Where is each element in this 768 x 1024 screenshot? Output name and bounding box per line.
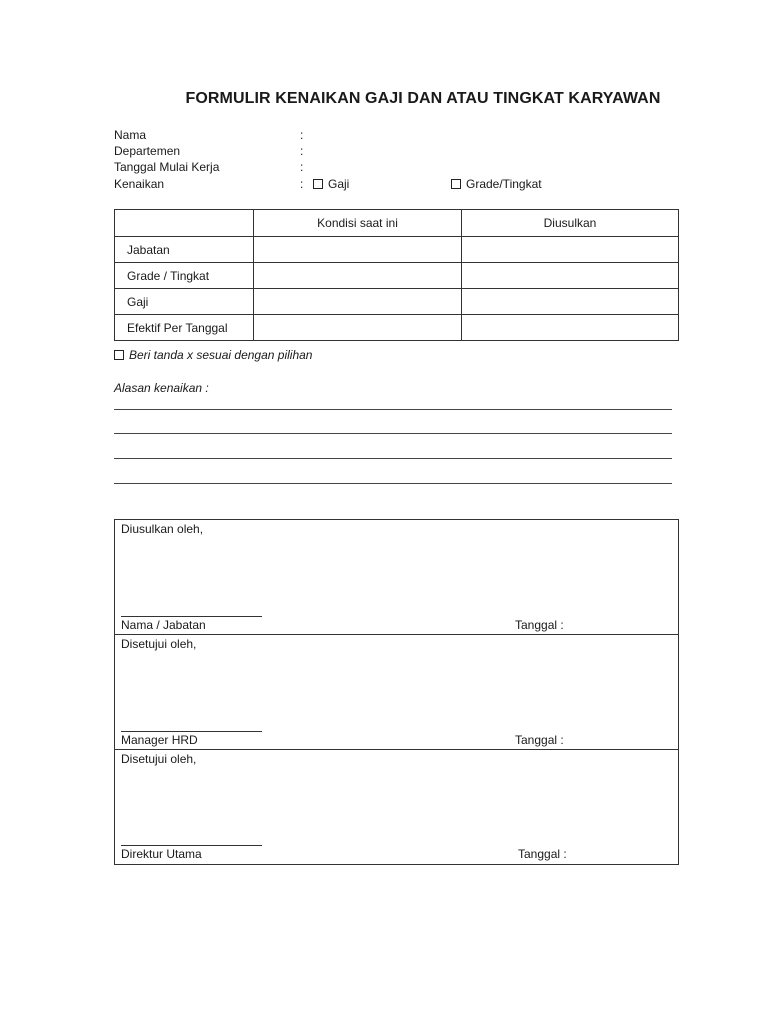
row-label-efektif: Efektif Per Tanggal xyxy=(115,315,254,341)
cell-proposed-efektif[interactable] xyxy=(462,315,679,341)
cell-current-grade[interactable] xyxy=(254,263,462,289)
option-gaji[interactable] xyxy=(313,177,349,191)
signature-heading: Diusulkan oleh, xyxy=(121,522,204,536)
table-row xyxy=(115,263,679,289)
signature-date: Tanggal : xyxy=(515,618,564,632)
cell-proposed-grade[interactable] xyxy=(462,263,679,289)
field-label-kenaikan: Kenaikan xyxy=(114,177,165,191)
signature-date: Tanggal : xyxy=(515,733,564,747)
field-label-departemen: Departemen xyxy=(114,144,181,158)
table-header-cell: Diusulkan xyxy=(462,210,679,237)
cell-current-efektif[interactable] xyxy=(254,315,462,341)
checkbox-icon xyxy=(114,350,124,360)
signature-line[interactable] xyxy=(121,845,262,846)
signature-section-hrd xyxy=(115,634,678,750)
salary-condition-table xyxy=(114,209,679,341)
signature-section-proposer xyxy=(115,520,678,634)
field-label-tanggal-mulai: Tanggal Mulai Kerja xyxy=(114,160,220,174)
cell-proposed-jabatan[interactable] xyxy=(462,237,679,263)
signature-heading: Disetujui oleh, xyxy=(121,752,197,766)
cell-proposed-gaji[interactable] xyxy=(462,289,679,315)
reason-line[interactable] xyxy=(114,409,672,410)
row-label-gaji: Gaji xyxy=(115,289,254,315)
table-header-row xyxy=(115,210,679,237)
field-label-nama: Nama xyxy=(114,128,147,142)
option-grade-label: Grade/Tingkat xyxy=(466,177,542,191)
signature-name: Nama / Jabatan xyxy=(121,618,206,632)
reason-line[interactable] xyxy=(114,433,672,434)
reason-label: Alasan kenaikan : xyxy=(114,381,209,395)
table-header-cell xyxy=(115,210,254,237)
signature-date: Tanggal : xyxy=(518,847,567,861)
signature-name: Direktur Utama xyxy=(121,847,202,861)
field-colon: : xyxy=(300,128,304,142)
row-label-grade: Grade / Tingkat xyxy=(115,263,254,289)
signature-line[interactable] xyxy=(121,616,262,617)
field-colon: : xyxy=(300,144,304,158)
signature-heading: Disetujui oleh, xyxy=(121,637,197,651)
option-gaji-label: Gaji xyxy=(328,177,350,191)
row-label-jabatan: Jabatan xyxy=(115,237,254,263)
signature-section-director xyxy=(115,749,678,865)
reason-line[interactable] xyxy=(114,458,672,459)
form-title: FORMULIR KENAIKAN GAJI DAN ATAU TINGKAT KARYAWAN xyxy=(185,90,661,107)
signature-line[interactable] xyxy=(121,731,262,732)
reason-line[interactable] xyxy=(114,483,672,484)
table-row xyxy=(115,237,679,263)
checkbox-note-text: Beri tanda x sesuai dengan pilihan xyxy=(129,348,313,362)
table-row xyxy=(115,315,679,341)
signature-box xyxy=(114,519,679,865)
table-header-cell: Kondisi saat ini xyxy=(254,210,462,237)
signature-name: Manager HRD xyxy=(121,733,198,747)
checkbox-gaji[interactable] xyxy=(313,179,323,189)
checkbox-note xyxy=(114,348,312,362)
table-row xyxy=(115,289,679,315)
option-grade[interactable] xyxy=(451,177,542,191)
cell-current-gaji[interactable] xyxy=(254,289,462,315)
checkbox-grade[interactable] xyxy=(451,179,461,189)
cell-current-jabatan[interactable] xyxy=(254,237,462,263)
field-colon: : xyxy=(300,160,304,174)
field-colon: : xyxy=(300,177,304,191)
